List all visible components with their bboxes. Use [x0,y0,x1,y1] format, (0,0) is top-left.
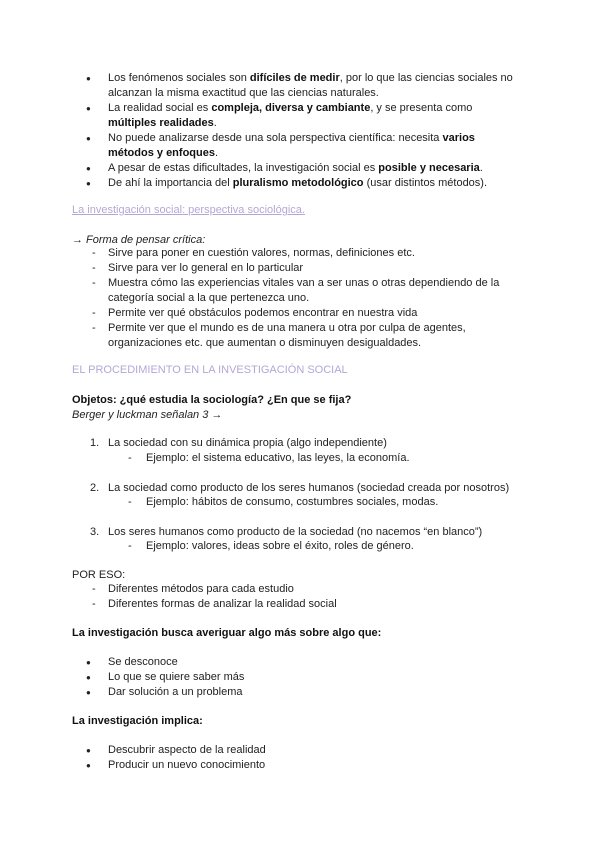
list-item: - Diferentes formas de analizar la realidad social [92,597,518,612]
objects-example-2: - Ejemplo: hábitos de consumo, costumbres sociales, modas. [128,496,439,508]
objects-example-3: - Ejemplo: valores, ideas sobre el éxito, roles de género. [128,540,414,552]
investigation-seeks-list [0,655,600,700]
text-run: , y se presenta como [370,102,473,114]
critical-thinking-list [0,246,600,351]
intro-bullet-1 [72,71,518,101]
list-item: ● Lo que se quiere saber más [72,670,518,685]
bold-run: difíciles de medir [249,72,340,84]
intro-bullet-5 [72,176,518,191]
text-run: (usar distintos métodos). [363,177,488,189]
por-eso-label: POR ESO: [72,569,126,581]
investigation-implies-list [0,743,600,773]
text-run: No puede analizarse desde una sola perspectiva científica: necesita [108,132,443,144]
list-item: ● Producir un nuevo conocimiento [72,758,518,773]
objects-item-1: 1. La sociedad con su dinámica propia (algo independiente) [90,437,387,449]
intro-bullet-3 [72,131,518,161]
intro-bullet-4 [72,161,518,176]
objects-title: Objetos: ¿qué estudia la sociología? ¿En que se fija? [72,394,352,406]
objects-item-2: 2. La sociedad como producto de los seres humanos (sociedad creada por nosotros) [90,482,510,494]
list-item: - Muestra cómo las experiencias vitales van a ser unas o otras dependiendo de la categoría social a la que pertenezca uno. [92,276,518,306]
investigation-implies-title: La investigación implica: [72,715,203,727]
text-run: , por lo que las ciencias sociales no alcanzan la misma exactitud que las ciencias naturales. [108,72,513,99]
investigation-seeks-title: La investigación busca averiguar algo más sobre algo que: [72,627,382,639]
list-item: - Sirve para ver lo general en lo particular [92,261,518,276]
list-item: - Sirve para poner en cuestión valores, normas, definiciones etc. [92,246,518,261]
intro-bullet-list [0,71,600,191]
objects-item-3: 3. Los seres humanos como producto de la sociedad (no nacemos “en blanco”) [90,526,483,538]
list-item: - Permite ver qué obstáculos podemos encontrar en nuestra vida [92,306,518,321]
objects-subtitle: Berger y luckman señalan 3 → [72,409,223,421]
bold-run: múltiples realidades [108,117,214,129]
list-item: ● Dar solución a un problema [72,685,518,700]
text-run: De ahí la importancia del [108,177,233,189]
list-item: ● Descubrir aspecto de la realidad [72,743,518,758]
list-item: ● Se desconoce [72,655,518,670]
list-item: - Permite ver que el mundo es de una manera u otra por culpa de agentes, organizaciones etc. que aumentan o disminuyen desigualdades. [92,321,518,351]
critical-thinking-label: → Forma de pensar crítica: [72,234,206,246]
procedure-heading: EL PROCEDIMIENTO EN LA INVESTIGACIÓN SOCIAL [72,364,348,376]
text-run: . [479,162,483,174]
text-run: La realidad social es [108,102,212,114]
text-run: . [213,117,217,129]
bold-run: posible y necesaria [378,162,480,174]
text-run: . [214,147,219,159]
list-item: - Diferentes métodos para cada estudio [92,582,518,597]
text-run: Los fenómenos sociales son [108,72,250,84]
text-run: A pesar de estas dificultades, la investigación social es [108,162,379,174]
bold-run: varios métodos y enfoques [108,132,475,159]
bold-run: compleja, diversa y cambiante [211,102,371,114]
por-eso-list [0,582,600,612]
intro-bullet-2 [72,101,518,131]
perspective-heading[interactable]: La investigación social: perspectiva sociológica. [72,204,305,216]
objects-example-1: - Ejemplo: el sistema educativo, las leyes, la economía. [128,452,410,464]
bold-run: pluralismo metodológico [232,177,364,189]
